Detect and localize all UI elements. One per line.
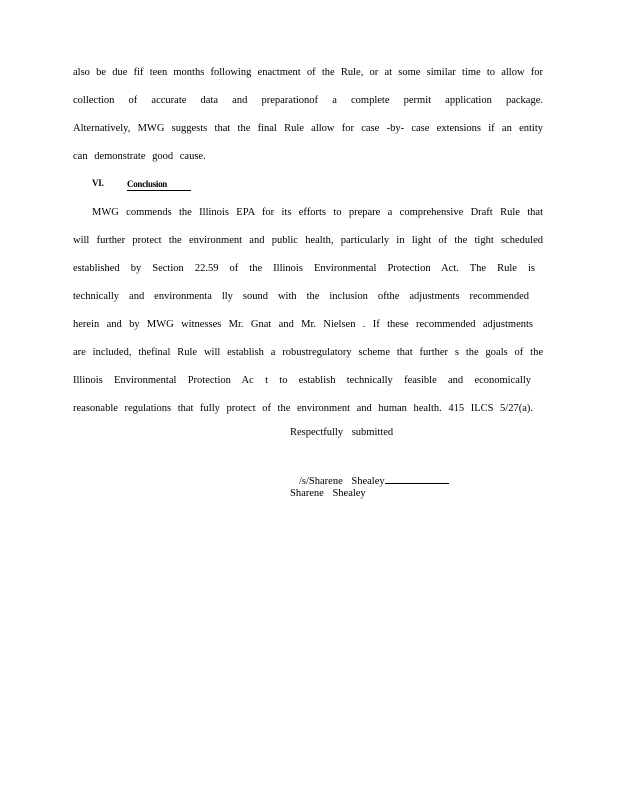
paragraph1-line-4: can demonstrate good cause. [73,151,206,162]
paragraph2-line-4: technically and environmenta lly sound with the inclusion ofthe adjustments recommended [73,291,529,302]
paragraph2-line-7: Illinois Environmental Protection Ac t to establish technically feasible and economically [73,375,531,386]
paragraph1-line-1: also be due fif teen months following enactment of the Rule, or at some similar time to allow for [73,67,543,78]
closing-text: Respectfully submitted [290,427,394,438]
electronic-signature [299,473,449,487]
signature-underline [385,473,449,484]
section-title: Conclusion [127,178,191,191]
signature-text: /s/Sharene Shealey [299,476,385,487]
paragraph2-line-1: MWG commends the Illinois EPA for its efforts to prepare a comprehensive Draft Rule that [92,207,543,218]
signer-name: Sharene Shealey [290,488,366,499]
paragraph2-line-8: reasonable regulations that fully protect of the environment and human health. 415 ILCS 5/27(a). [73,403,533,414]
paragraph2-line-6: are included, thefinal Rule will establish a robustregulatory scheme that further s the goals of the [73,347,543,358]
paragraph2-line-2: will further protect the environment and public health, particularly in light of the tight scheduled [73,235,543,246]
paragraph2-line-3: established by Section 22.59 of the Illinois Environmental Protection Act. The Rule is [73,263,535,274]
section-number: VI. [92,178,104,188]
paragraph1-line-2: collection of accurate data and preparationof a complete permit application package. [73,95,543,106]
paragraph2-line-5: herein and by MWG witnesses Mr. Gnat and Mr. Nielsen . If these recommended adjustments [73,319,533,330]
paragraph1-line-3: Alternatively, MWG suggests that the final Rule allow for case -by- case extensions if an entity [73,123,543,134]
